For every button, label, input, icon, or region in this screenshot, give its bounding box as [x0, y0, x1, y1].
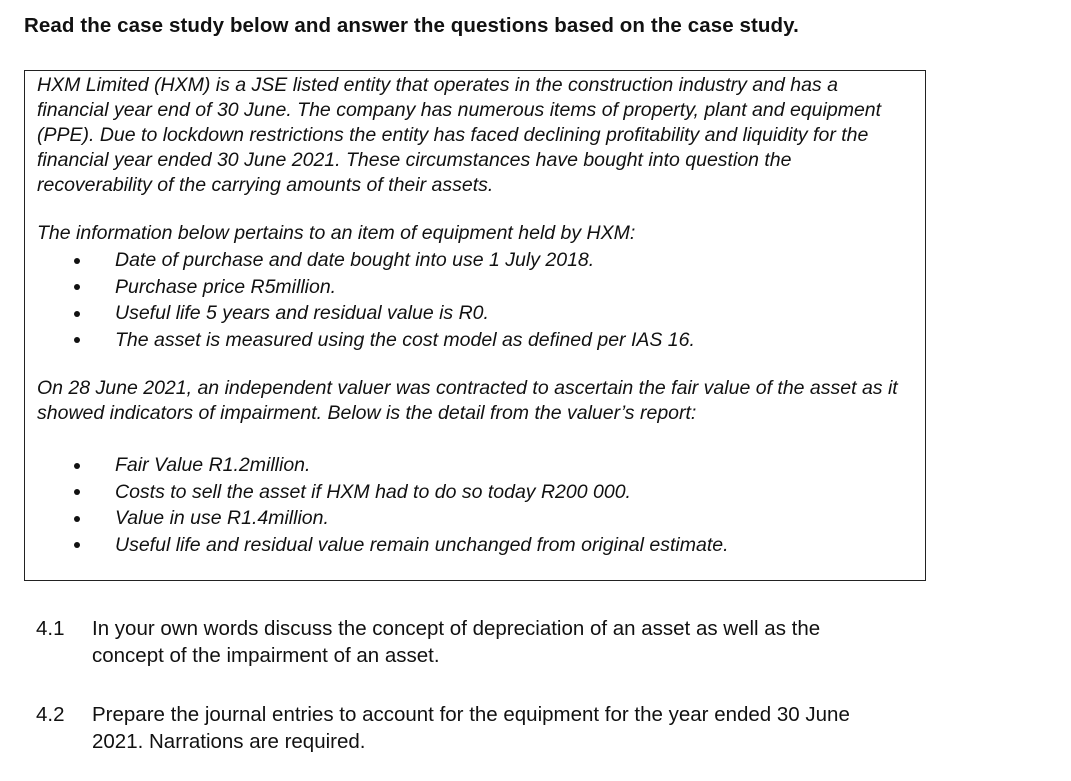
list-item: Costs to sell the asset if HXM had to do so today R200 000. — [25, 479, 729, 506]
equipment-details-list — [25, 247, 695, 353]
case-study-box — [24, 70, 926, 581]
question-text: In your own words discuss the concept of depreciation of an asset as well as the concept of the impairment of an asset. — [92, 617, 821, 667]
bullet-icon — [74, 337, 80, 343]
bullet-icon — [74, 542, 80, 548]
list-item: Useful life 5 years and residual value is R0. — [25, 300, 695, 327]
question-text: Prepare the journal entries to account for the equipment for the year ended 30 June 2021. Narrations are required. — [92, 703, 850, 753]
bullet-icon — [74, 516, 80, 522]
valuer-intro: On 28 June 2021, an independent valuer was contracted to ascertain the fair value of the asset as it showed indicators of impairment. Below is the detail from the valuer’s report: — [37, 377, 898, 424]
question-number: 4.1 — [36, 617, 65, 640]
list-item: Value in use R1.4million. — [25, 505, 729, 532]
bullet-icon — [74, 489, 80, 495]
bullet-icon — [74, 463, 80, 469]
valuer-details-list — [25, 452, 729, 558]
list-item: Fair Value R1.2million. — [25, 452, 729, 479]
case-study-intro: HXM Limited (HXM) is a JSE listed entity that operates in the construction industry and has a financial year end of 30 June. The company has numerous items of property, plant and equipment (PPE). Due to lockdown restrictions the entity has faced declining profitability and liquidity for the financial year ended 30 June 2021. These circumstances have bought into question the recoverability of the carrying amounts of their assets. — [37, 74, 882, 196]
list-item: Useful life and residual value remain unchanged from original estimate. — [25, 532, 729, 559]
bullet-icon — [74, 284, 80, 290]
bullet-icon — [74, 258, 80, 264]
list-item: Purchase price R5million. — [25, 274, 695, 301]
list-item: The asset is measured using the cost model as defined per IAS 16. — [25, 327, 695, 354]
question-number: 4.2 — [36, 703, 65, 726]
bullet-icon — [74, 311, 80, 317]
equipment-intro: The information below pertains to an item of equipment held by HXM: — [37, 222, 636, 244]
page-heading: Read the case study below and answer the questions based on the case study. — [24, 14, 799, 37]
list-item: Date of purchase and date bought into use 1 July 2018. — [25, 247, 695, 274]
